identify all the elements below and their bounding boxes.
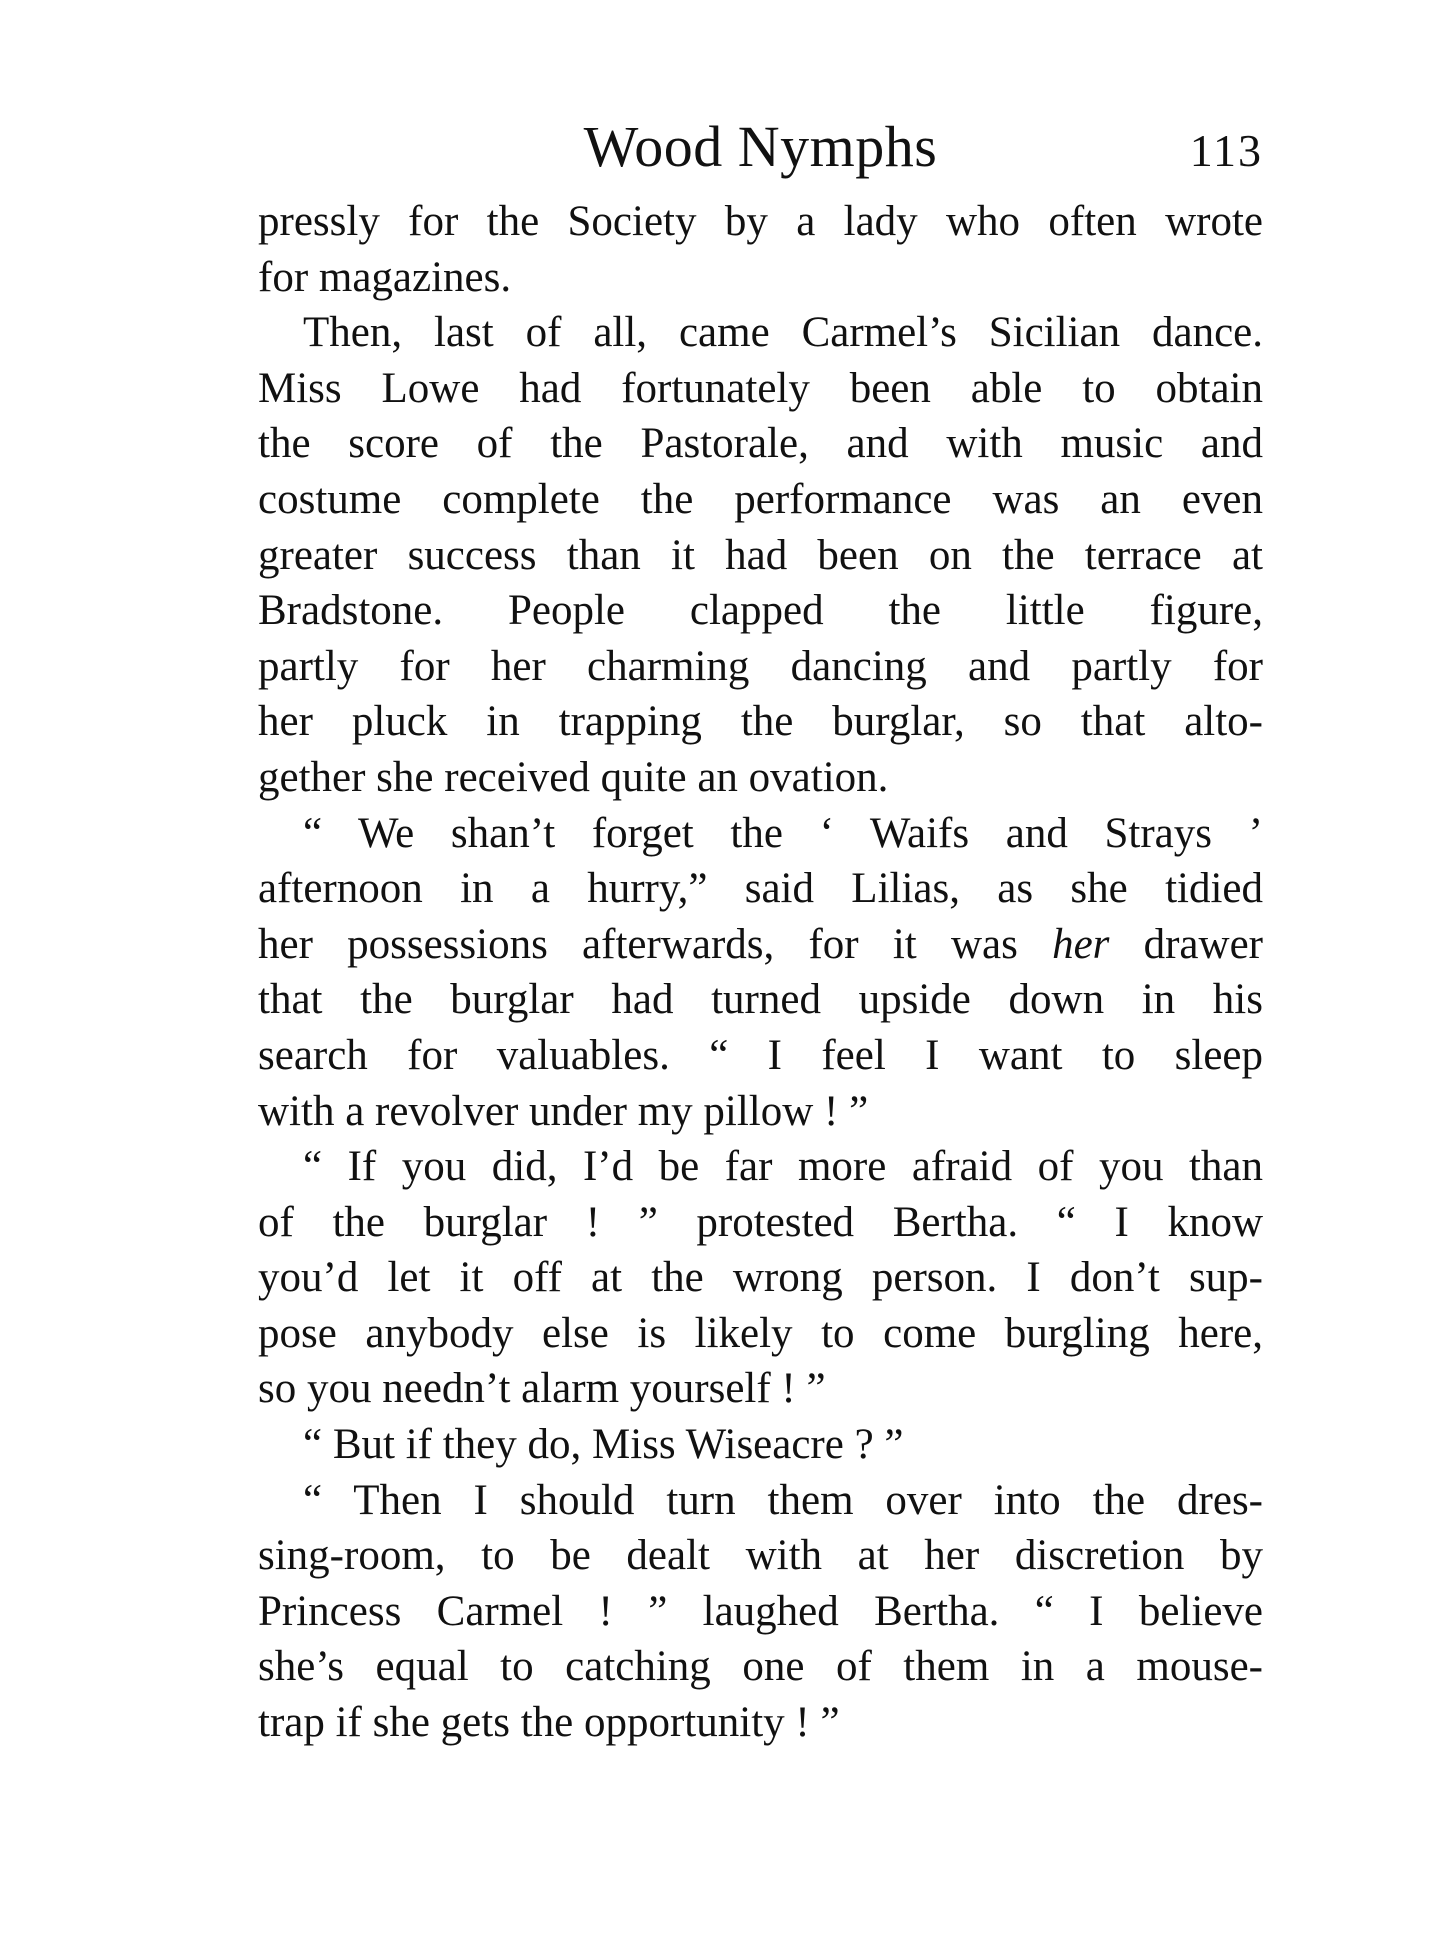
text-line: trap if she gets the opportunity ! ”	[258, 1699, 840, 1747]
text-line: “ Then I should turn them over into the dres-	[303, 1476, 1263, 1524]
text-line: costume complete the performance was an even	[258, 475, 1263, 523]
text-line: sing-room, to be dealt with at her discretion by	[258, 1532, 1263, 1580]
text-line: Miss Lowe had fortunately been able to obtain	[258, 364, 1263, 412]
text-line: “ But if they do, Miss Wiseacre ? ”	[303, 1421, 904, 1469]
running-title: Wood Nymphs	[583, 114, 938, 179]
text-line: the score of the Pastorale, and with music and	[258, 420, 1263, 468]
text-line: pressly for the Society by a lady who often wrote	[258, 198, 1263, 245]
text-line: her possessions afterwards, for it was her drawer	[258, 920, 1263, 968]
text-line: Then, last of all, came Carmel’s Sicilian dance.	[303, 309, 1263, 357]
text-line: so you needn’t alarm yourself ! ”	[258, 1365, 826, 1413]
emphasis: her	[1052, 920, 1110, 968]
running-head	[258, 112, 1263, 182]
text-line: Bradstone. People clapped the little figure,	[258, 587, 1263, 635]
text-line: “ If you did, I’d be far more afraid of you than	[303, 1143, 1263, 1191]
text-line: search for valuables. “ I feel I want to sleep	[258, 1031, 1263, 1079]
text-line: that the burglar had turned upside down in his	[258, 976, 1263, 1024]
text-line: partly for her charming dancing and partly for	[258, 642, 1263, 690]
text-line: afternoon in a hurry,” said Lilias, as she tidied	[258, 865, 1263, 913]
text-line: gether she received quite an ovation.	[258, 753, 889, 801]
text-line: for magazines.	[258, 253, 512, 301]
body-text	[258, 194, 1263, 1751]
page-number: 113	[1189, 125, 1263, 176]
text-line: you’d let it off at the wrong person. I don’t sup-	[258, 1254, 1263, 1302]
text-line: her pluck in trapping the burglar, so that alto-	[258, 698, 1263, 746]
text-line: with a revolver under my pillow ! ”	[258, 1087, 869, 1135]
text-line: greater success than it had been on the terrace at	[258, 531, 1263, 579]
text-line: “ We shan’t forget the ‘ Waifs and Strays ’	[303, 809, 1263, 857]
text-line: Princess Carmel ! ” laughed Bertha. “ I believe	[258, 1587, 1263, 1635]
text-line: pose anybody else is likely to come burgling here,	[258, 1309, 1263, 1357]
text-line: she’s equal to catching one of them in a mouse-	[258, 1643, 1263, 1691]
text-line: of the burglar ! ” protested Bertha. “ I know	[258, 1198, 1263, 1246]
